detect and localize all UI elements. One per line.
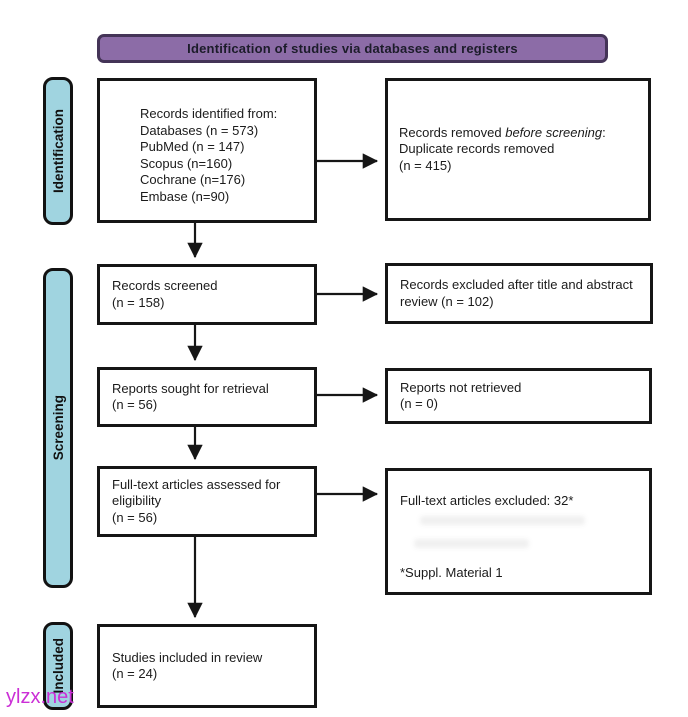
box-reports-not-retrieved xyxy=(385,368,652,424)
box-line: Records excluded after title and abstract xyxy=(400,277,633,292)
box-line: Studies included in review xyxy=(112,649,263,665)
box-line: PubMed (n = 147) xyxy=(140,139,245,154)
box-line: (n = 415) xyxy=(399,157,452,173)
box-line: Cochrane (n=176) xyxy=(140,172,246,187)
box-line: Embase (n=90) xyxy=(140,188,230,204)
box-line: Records screened xyxy=(112,278,218,293)
box-records-screened xyxy=(97,264,317,325)
box-records-removed xyxy=(385,78,651,221)
box-line-italic-text: before screening xyxy=(505,124,603,140)
box-reports-sought xyxy=(97,367,317,427)
box-line: (n = 158) xyxy=(112,294,165,310)
faded-text-artifact xyxy=(414,539,529,548)
box-fulltext-excluded xyxy=(385,468,652,595)
box-line: Reports sought for retrieval xyxy=(112,380,269,396)
box-line: Databases (n = 573) xyxy=(140,122,259,138)
box-line xyxy=(399,125,640,142)
box-line-text: Records removed xyxy=(399,124,506,140)
box-line: Full-text articles assessed for xyxy=(112,476,281,492)
box-records-excluded-title-abstract xyxy=(385,263,653,324)
box-line: Scopus (n=160) xyxy=(140,155,233,171)
diagram-header-title: Identification of studies via databases and registers xyxy=(187,41,518,56)
stage-label-screening xyxy=(43,268,73,588)
box-line: (n = 0) xyxy=(400,396,438,411)
box-records-identified xyxy=(97,78,317,223)
stage-screening-text: Screening xyxy=(50,395,66,461)
stage-included-text: Included xyxy=(50,638,66,694)
box-studies-included xyxy=(97,624,317,708)
faded-text-artifact xyxy=(420,516,585,525)
box-line: eligibility xyxy=(112,493,162,509)
watermark: ylzx.net xyxy=(6,686,74,708)
box-line: (n = 56) xyxy=(112,397,158,412)
box-line-text: : xyxy=(602,124,606,140)
stage-label-identification xyxy=(43,77,73,225)
diagram-header-banner xyxy=(97,34,608,63)
box-line: (n = 24) xyxy=(112,666,158,681)
box-line: Records identified from: xyxy=(140,106,278,121)
footnote-suppl-material: *Suppl. Material 1 xyxy=(400,564,503,580)
box-line: Reports not retrieved xyxy=(400,379,522,395)
box-line: Full-text articles excluded: 32* xyxy=(400,493,574,508)
box-line: Duplicate records removed xyxy=(399,141,555,157)
box-line: review (n = 102) xyxy=(400,293,494,309)
box-line: (n = 56) xyxy=(112,509,158,525)
box-fulltext-assessed xyxy=(97,466,317,537)
stage-identification-text: Identification xyxy=(50,109,66,193)
